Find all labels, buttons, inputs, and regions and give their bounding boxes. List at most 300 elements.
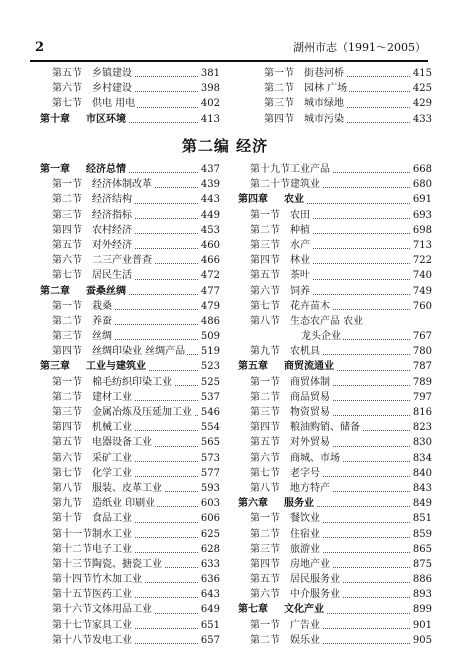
toc-entry-label	[238, 483, 332, 494]
toc-entry-page: 780	[411, 344, 432, 359]
toc-entry-page: 849	[411, 496, 432, 511]
toc-section-entry	[40, 329, 220, 344]
toc-section-entry	[40, 314, 220, 329]
toc-section-entry	[40, 511, 220, 526]
toc-section-entry	[40, 223, 220, 238]
toc-entry-number: 第一节	[250, 376, 280, 388]
toc-section-entry	[252, 96, 432, 111]
toc-entry-page: 437	[199, 162, 220, 177]
toc-entry-number: 第四节	[264, 113, 294, 125]
toc-entry-number: 第三节	[250, 543, 280, 555]
toc-entry-label	[238, 164, 332, 175]
toc-entry-label	[238, 559, 332, 570]
toc-entry-label	[238, 331, 343, 342]
toc-entry-label	[238, 270, 312, 281]
toc-entry-number: 第二节	[250, 634, 280, 646]
toc-entry-number: 第十四节	[52, 574, 92, 586]
toc-entry-number: 第八节	[52, 482, 82, 494]
toc-entry-title: 文化产业	[284, 604, 324, 616]
toc-entry-page: 875	[411, 557, 432, 572]
running-title: 湖州市志（1991～2005）	[293, 41, 426, 54]
toc-entry-number: 第二章	[40, 285, 70, 297]
toc-entry-number: 第四节	[250, 422, 280, 434]
toc-entry-number: 第四节	[250, 558, 280, 570]
toc-entry-page: 466	[199, 253, 220, 268]
toc-entry-label	[40, 437, 154, 448]
toc-right-column	[238, 162, 432, 648]
toc-section-entry	[40, 420, 220, 435]
toc-entry-number: 第二节	[250, 391, 280, 403]
toc-entry-title: 农村经济	[92, 224, 132, 236]
toc-entry-label	[40, 240, 134, 251]
toc-entry-number: 第一节	[52, 179, 82, 191]
toc-top-left	[40, 66, 220, 127]
toc-entry-title: 商品贸易	[290, 391, 330, 403]
toc-entry-number: 第三章	[40, 361, 70, 373]
toc-entry-page: 398	[199, 81, 220, 96]
toc-section-entry	[238, 466, 432, 481]
toc-section-entry	[238, 268, 432, 283]
toc-entry-number: 第二节	[52, 194, 82, 206]
toc-entry-page: 886	[411, 572, 432, 587]
toc-entry-label	[252, 114, 346, 125]
toc-section-entry	[40, 96, 220, 111]
toc-entry-label	[40, 498, 157, 509]
toc-entry-number: 第十三节	[52, 558, 92, 570]
toc-entry-page: 546	[199, 405, 220, 420]
toc-entry-number: 第二节	[52, 315, 82, 327]
toc-entry-label	[238, 574, 342, 585]
toc-entry-label	[238, 620, 322, 631]
toc-section-entry	[40, 542, 220, 557]
toc-section-entry	[40, 238, 220, 253]
toc-section-entry	[238, 618, 432, 633]
toc-entry-title: 居民服务业	[290, 574, 340, 586]
toc-entry-title: 龙头企业	[301, 331, 341, 343]
toc-entry-number: 第四节	[250, 255, 280, 267]
toc-entry-title: 医药工业	[92, 589, 132, 601]
toc-entry-page: 843	[411, 481, 432, 496]
toc-section-entry	[238, 420, 432, 435]
toc-entry-page: 413	[199, 112, 220, 127]
toc-entry-title: 栽桑	[92, 300, 112, 312]
toc-entry-page: 425	[411, 81, 432, 96]
toc-entry-number: 第八节	[250, 315, 280, 327]
toc-section-entry	[40, 557, 220, 572]
toc-entry-label	[40, 98, 137, 109]
toc-entry-title: 二三产业普查	[92, 255, 152, 267]
toc-entry-title: 棉毛纺织印染工业	[92, 376, 172, 388]
toc-entry-page: 479	[199, 299, 220, 314]
part-title: 第二编 经济	[181, 137, 269, 155]
toc-entry-page: 760	[411, 299, 432, 314]
toc-entry-number: 第十二节	[52, 543, 92, 555]
toc-entry-label	[40, 422, 134, 433]
toc-entry-title: 茶叶	[290, 270, 310, 282]
toc-section-entry	[238, 223, 432, 238]
toc-entry-label	[40, 544, 134, 555]
toc-entry-title: 中介服务业	[290, 589, 340, 601]
toc-entry-title: 采矿工业	[92, 452, 132, 464]
toc-entry-page: 603	[199, 496, 220, 511]
toc-entry-label	[40, 225, 134, 236]
toc-entry-page: 439	[199, 177, 220, 192]
toc-entry-number: 第五节	[52, 68, 82, 79]
toc-entry-page: 472	[199, 268, 220, 283]
toc-entry-number: 第三节	[52, 209, 82, 221]
toc-entry-page: 651	[199, 618, 220, 633]
toc-entry-number: 第七节	[52, 467, 82, 479]
toc-entry-page: 901	[411, 618, 432, 633]
toc-entry-number: 第四节	[52, 422, 82, 434]
toc-entry-title: 饲养	[290, 285, 310, 297]
toc-section-entry	[40, 451, 220, 466]
toc-section-entry	[238, 481, 432, 496]
toc-entry-page: 859	[411, 527, 432, 542]
toc-entry-page: 523	[199, 359, 220, 374]
toc-entry-number: 第三节	[52, 407, 82, 418]
toc-left-column	[40, 162, 220, 648]
toc-entry-label	[40, 635, 134, 646]
toc-entry-page: 429	[411, 96, 432, 111]
toc-entry-number: 第三节	[264, 98, 294, 110]
toc-entry-number: 第六节	[52, 255, 82, 267]
toc-entry-number: 第六节	[250, 285, 280, 297]
toc-entry-number: 第五节	[250, 270, 280, 282]
toc-entry-number: 第九节	[250, 346, 280, 358]
toc-entry-title: 商贸体制	[290, 376, 330, 388]
toc-entry-title: 丝绸	[92, 331, 112, 343]
toc-section-entry	[40, 405, 220, 420]
toc-entry-number: 第十一节	[52, 528, 92, 540]
toc-entry-title: 家具工业	[92, 619, 132, 631]
toc-section-entry	[40, 299, 220, 314]
toc-section-entry	[252, 112, 432, 127]
toc-section-entry	[252, 81, 432, 96]
toc-entry-number: 第一节	[264, 68, 294, 79]
toc-entry-label	[238, 286, 312, 297]
toc-entry-label	[40, 620, 134, 631]
toc-entry-title: 机械工业	[92, 422, 132, 434]
toc-entry-title: 餐饮业	[290, 513, 320, 525]
toc-chapter-entry	[238, 192, 432, 207]
toc-entry-label	[238, 194, 306, 205]
toc-entry-number: 第十九节	[250, 164, 290, 175]
toc-section-entry	[40, 375, 220, 390]
toc-entry-page: 577	[199, 466, 220, 481]
toc-entry-title: 商贸流通业	[284, 361, 334, 373]
toc-entry-number: 第六节	[250, 452, 280, 464]
toc-entry-title: 电器设备工业	[92, 437, 152, 449]
toc-entry-number: 第二节	[264, 83, 294, 95]
toc-entry-title: 市区环境	[86, 113, 126, 125]
toc-entry-title: 乡镇建设	[92, 68, 132, 79]
toc-entry-title: 乡村建设	[92, 83, 132, 95]
toc-section-entry	[238, 572, 432, 587]
toc-entry-title: 住宿业	[290, 528, 320, 540]
toc-entry-number: 第七章	[238, 604, 268, 616]
toc-entry-label	[238, 604, 326, 615]
toc-entry-title: 经济总情	[86, 164, 126, 175]
toc-entry-page: 713	[411, 238, 432, 253]
toc-section-entry	[40, 602, 220, 617]
toc-entry-title: 生态农产品 农业	[290, 315, 364, 327]
toc-section-entry	[40, 572, 220, 587]
toc-entry-number: 第四节	[52, 346, 82, 358]
toc-entry-number: 第六节	[250, 589, 280, 601]
toc-entry-number: 第十七节	[52, 619, 92, 631]
toc-chapter-entry	[238, 359, 432, 374]
toc-entry-label	[40, 559, 164, 570]
toc-entry-label	[238, 361, 336, 372]
toc-section-entry	[238, 511, 432, 526]
toc-entry-number: 第十五节	[52, 589, 92, 601]
toc-entry-title: 蚕桑丝绸	[86, 285, 126, 297]
toc-entry-label	[40, 407, 194, 418]
toc-entry-title: 种植	[290, 224, 310, 236]
toc-entry-number: 第二十节	[250, 179, 290, 191]
toc-entry-page: 668	[411, 162, 432, 177]
toc-section-entry	[40, 618, 220, 633]
toc-entry-page: 680	[411, 177, 432, 192]
toc-entry-page: 840	[411, 466, 432, 481]
toc-entry-label	[238, 377, 332, 388]
toc-entry-page: 865	[411, 542, 432, 557]
toc-entry-page: 453	[199, 223, 220, 238]
toc-section-entry	[40, 66, 220, 81]
toc-entry-number: 第一节	[250, 513, 280, 525]
toc-entry-label	[40, 68, 134, 79]
toc-entry-label	[40, 574, 144, 585]
toc-entry-label	[252, 68, 346, 79]
toc-entry-title: 水产	[290, 239, 310, 251]
toc-section-entry	[238, 299, 432, 314]
toc-entry-number: 第一节	[250, 209, 280, 221]
toc-entry-title: 金属冶炼及压延加工业	[92, 407, 192, 418]
toc-entry-page: 519	[199, 344, 220, 359]
toc-section-entry	[238, 557, 432, 572]
page-number: 2	[35, 40, 45, 55]
toc-section-entry	[238, 177, 432, 192]
toc-entry-number: 第六节	[52, 83, 82, 95]
toc-chapter-entry	[238, 496, 432, 511]
toc-entry-number: 第八节	[250, 482, 280, 494]
toc-entry-label	[40, 331, 114, 342]
header-rule	[30, 60, 428, 62]
toc-section-entry	[238, 162, 432, 177]
toc-entry-title: 林业	[290, 255, 310, 267]
toc-entry-page: 554	[199, 420, 220, 435]
toc-entry-label	[238, 468, 322, 479]
toc-entry-page: 643	[199, 587, 220, 602]
toc-entry-label	[238, 346, 322, 357]
toc-entry-page: 402	[199, 96, 220, 111]
toc-entry-label	[238, 407, 332, 418]
toc-entry-label	[238, 422, 362, 433]
toc-section-entry	[40, 633, 220, 648]
toc-entry-label	[238, 225, 312, 236]
toc-entry-number: 第三节	[250, 239, 280, 251]
toc-entry-title: 陶瓷、搪瓷工业	[92, 558, 162, 570]
toc-entry-title: 供电 用电	[92, 98, 136, 110]
toc-section-entry	[40, 496, 220, 511]
toc-section-entry	[238, 542, 432, 557]
toc-entry-page: 573	[199, 451, 220, 466]
toc-entry-label	[238, 210, 312, 221]
toc-entry-title: 电子工业	[92, 543, 132, 555]
toc-entry-page: 628	[199, 542, 220, 557]
toc-entry-number: 第六章	[238, 498, 268, 510]
toc-entry-title: 经济结构	[92, 194, 132, 206]
toc-entry-label	[238, 255, 312, 266]
toc-chapter-entry	[40, 284, 220, 299]
toc-entry-page: 415	[411, 66, 432, 81]
toc-chapter-entry	[40, 162, 220, 177]
toc-entry-number: 第二节	[250, 528, 280, 540]
toc-section-entry	[238, 527, 432, 542]
toc-entry-page: 477	[199, 284, 220, 299]
toc-entry-label	[40, 210, 134, 221]
toc-entry-page: 525	[199, 375, 220, 390]
toc-entry-label	[238, 513, 322, 524]
toc-entry-page: 834	[411, 451, 432, 466]
toc-entry-page: 593	[199, 481, 220, 496]
toc-section-entry	[238, 435, 432, 450]
toc-entry-label	[40, 392, 134, 403]
toc-entry-number: 第一章	[40, 164, 70, 175]
toc-entry-number: 第七节	[52, 98, 82, 110]
toc-entry-title: 旅游业	[290, 543, 320, 555]
toc-entry-number: 第六节	[52, 452, 82, 464]
toc-entry-label	[238, 589, 342, 600]
toc-entry-label	[40, 114, 128, 125]
toc-entry-title: 经济指标	[92, 209, 132, 221]
toc-section-entry	[238, 253, 432, 268]
toc-entry-page: 823	[411, 420, 432, 435]
toc-section-entry	[238, 405, 432, 420]
toc-section-entry	[40, 192, 220, 207]
toc-entry-label	[252, 98, 346, 109]
toc-entry-page: 381	[199, 66, 220, 81]
toc-entry-title: 工业产品	[290, 164, 330, 175]
toc-entry-page: 830	[411, 435, 432, 450]
toc-entry-title: 服务业	[284, 498, 314, 510]
toc-entry-label	[40, 468, 134, 479]
toc-entry-title: 丝绸印染业 丝绸产品	[92, 346, 186, 358]
toc-entry-label	[40, 604, 154, 615]
toc-entry-title: 老字号	[290, 467, 320, 479]
toc-top-right	[252, 66, 432, 127]
toc-entry-page: 851	[411, 511, 432, 526]
toc-entry-page: 816	[411, 405, 432, 420]
toc-entry-label	[40, 286, 128, 297]
toc-entry-label	[40, 301, 114, 312]
toc-entry-title: 发电工业	[92, 634, 132, 646]
toc-entry-page: 787	[411, 359, 432, 374]
toc-entry-page: 789	[411, 375, 432, 390]
toc-entry-title: 造纸业 印刷业	[92, 498, 156, 510]
toc-entry-number: 第五节	[52, 239, 82, 251]
toc-entry-label	[238, 453, 342, 464]
toc-entry-number: 第十章	[40, 113, 70, 125]
toc-entry-title: 农业	[284, 194, 304, 206]
toc-entry-number: 第七节	[250, 467, 280, 479]
toc-section-entry	[252, 66, 432, 81]
toc-entry-label	[40, 529, 134, 540]
toc-entry-title: 建材工业	[92, 391, 132, 403]
toc-entry-number: 第四章	[238, 194, 268, 206]
toc-entry-title: 工业与建筑业	[86, 361, 146, 373]
toc-section-entry	[238, 314, 432, 329]
page-header	[0, 34, 450, 58]
toc-entry-title: 街巷河桥	[304, 68, 344, 79]
toc-section-entry	[40, 81, 220, 96]
toc-entry-number: 第五节	[52, 437, 82, 449]
toc-section-entry	[40, 466, 220, 481]
toc-section-entry	[238, 208, 432, 223]
toc-entry-title: 房地产业	[290, 558, 330, 570]
toc-entry-title: 化学工业	[92, 467, 132, 479]
toc-entry-title: 花卉苗木	[290, 300, 330, 312]
toc-entry-title: 服装、皮革工业	[92, 482, 162, 494]
toc-entry-title: 文体用品工业	[92, 604, 152, 616]
toc-entry-label	[40, 453, 134, 464]
toc-section-entry	[40, 527, 220, 542]
toc-entry-page: 649	[199, 602, 220, 617]
toc-entry-title: 娱乐业	[290, 634, 320, 646]
toc-entry-title: 地方特产	[290, 482, 330, 494]
toc-section-entry	[40, 390, 220, 405]
toc-entry-title: 对外经济	[92, 239, 132, 251]
toc-entry-number: 第四节	[52, 224, 82, 236]
toc-entry-title: 养蚕	[92, 315, 112, 327]
toc-entry-title: 城市污染	[304, 113, 344, 125]
toc-entry-title: 物资贸易	[290, 407, 330, 418]
toc-entry-number: 第十节	[52, 513, 82, 525]
toc-entry-title: 商城、市场	[290, 452, 340, 464]
toc-entry-label	[40, 589, 134, 600]
toc-section-entry	[40, 268, 220, 283]
toc-entry-number: 第五章	[238, 361, 268, 373]
toc-chapter-entry	[40, 112, 220, 127]
toc-entry-label	[40, 179, 154, 190]
toc-entry-label	[252, 83, 349, 94]
toc-entry-label	[40, 377, 174, 388]
toc-entry-label	[40, 316, 114, 327]
toc-section-entry	[40, 344, 220, 359]
toc-chapter-entry	[40, 359, 220, 374]
toc-entry-number: 第一节	[52, 300, 82, 312]
toc-entry-label	[238, 635, 322, 646]
toc-entry-number: 第九节	[52, 498, 82, 510]
toc-entry-label	[40, 255, 154, 266]
toc-entry-label	[238, 437, 332, 448]
toc-entry-label	[40, 483, 164, 494]
toc-entry-label	[40, 361, 148, 372]
toc-entry-label	[238, 544, 322, 555]
toc-entry-title: 制水工业	[92, 528, 132, 540]
toc-entry-number: 第五节	[250, 437, 280, 449]
toc-section-entry	[40, 208, 220, 223]
toc-section-entry	[238, 375, 432, 390]
toc-entry-page: 797	[411, 390, 432, 405]
toc-entry-number: 第一节	[250, 619, 280, 631]
toc-entry-page: 633	[199, 557, 220, 572]
toc-entry-number: 第三节	[250, 407, 280, 418]
toc-entry-page: 722	[411, 253, 432, 268]
toc-entry-page: 565	[199, 435, 220, 450]
toc-entry-title: 农机具	[290, 346, 320, 358]
